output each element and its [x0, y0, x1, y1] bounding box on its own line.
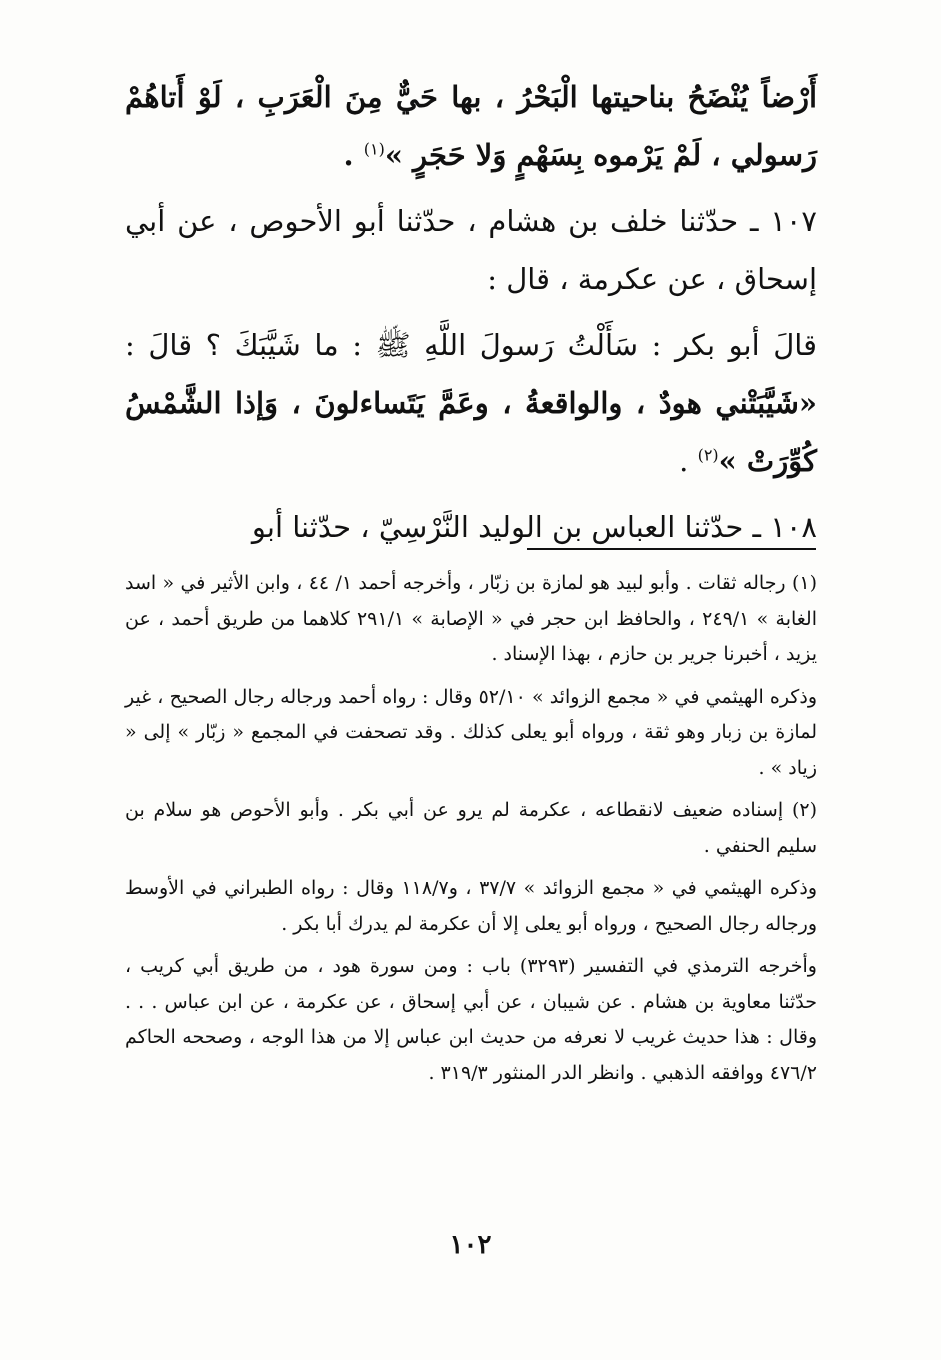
- footnote-separator: [527, 548, 816, 550]
- footnote-ref-1: (١): [363, 139, 385, 159]
- footnote-2-tirmidhi: وأخرجه الترمذي في التفسير (٣٢٩٣) باب : ومن سورة هود ، من طريق أبي كريب ، حدّثنا معاوية بن هشام . عن شيبان ، عن أبي إسحاق ، عن عكرمة ، عن ابن عباس . . . وقال : هذا حديث غريب لا نعرفه من حديث ابن عباس إلا من هذا الوجه ، وصححه الحاكم ٤٧٦/٢ ووافقه الذهبي . وانظر الدر المنثور ٣١٩/٣ .: [125, 955, 817, 1084]
- hadith-text-continued-body: أَرْضاً يُنْضَحُ بناحيتها الْبَحْرُ ، بها حَيٌّ مِنَ الْعَرَبِ ، لَوْ أَتاهُمْ رَسولي ، لَمْ يَرْموه بِسَهْمٍ وَلا حَجَرٍ »: [125, 80, 817, 172]
- hadith-text-continued: [125, 68, 817, 184]
- footnote-2-continued: وذكره الهيثمي في « مجمع الزوائد » ٣٧/٧ ، و١١٨/٧ وقال : رواه الطبراني في الأوسط ورجاله رجال الصحيح ، ورواه أبو يعلى إلا أن عكرمة لم يدرك أبا بكر .: [125, 877, 818, 935]
- hadith-107-answer: «شَيَّبَتْني هودٌ ، والواقعةُ ، وعَمَّ يَتَساءلونَ ، وَإذا الشَّمْسُ كُوِّرَتْ »: [125, 386, 817, 478]
- hadith-text-continued-end: .: [343, 138, 364, 172]
- hadith-107-question: قالَ أبو بكر : سَأَلْتُ رَسولَ اللَّهِ ﷺ : ما شَيَّبَكَ ؟ قالَ :: [125, 328, 817, 362]
- hadith-107-text: [125, 316, 817, 490]
- footnote-2: (٢) إسناده ضعيف لانقطاعه ، عكرمة لم يرو عن أبي بكر . وأبو الأحوص هو سلام بن سليم الحنفي .: [125, 799, 817, 857]
- hadith-108-isnad: ١٠٨ ـ حدّثنا العباس بن الوليد النَّرْسِيّ ، حدّثنا أبو: [251, 510, 817, 544]
- footnotes: [125, 566, 817, 1091]
- footnote-ref-2: (٢): [697, 445, 719, 465]
- footnote-1-continued: وذكره الهيثمي في « مجمع الزوائد » ٥٢/١٠ وقال : رواه أحمد ورجاله رجال الصحيح ، غير لمازة بن زبار وهو ثقة ، ورواه أبو يعلى كذلك . وقد تصحفت في المجمع « زبّار » إلى « زياد » .: [125, 685, 817, 779]
- hadith-107-end: .: [679, 444, 698, 478]
- page-number: ١٠٢: [449, 1230, 492, 1260]
- hadith-107-isnad: ١٠٧ ـ حدّثنا خلف بن هشام ، حدّثنا أبو الأحوص ، عن أبي إسحاق ، عن عكرمة ، قال :: [125, 204, 817, 296]
- main-text: [125, 68, 817, 556]
- footnote-1: (١) رجاله ثقات . وأبو لبيد هو لمازة بن زبّار ، وأخرجه أحمد ١/ ٤٤ ، وابن الأثير في « اسد الغابة » ٢٤٩/١ ، والحافظ ابن حجر في « الإصابة » ٢٩١/١ كلاهما من طريق أحمد ، عن يزيد ، أخبرنا جرير بن حازم ، بهذا الإسناد .: [125, 572, 818, 665]
